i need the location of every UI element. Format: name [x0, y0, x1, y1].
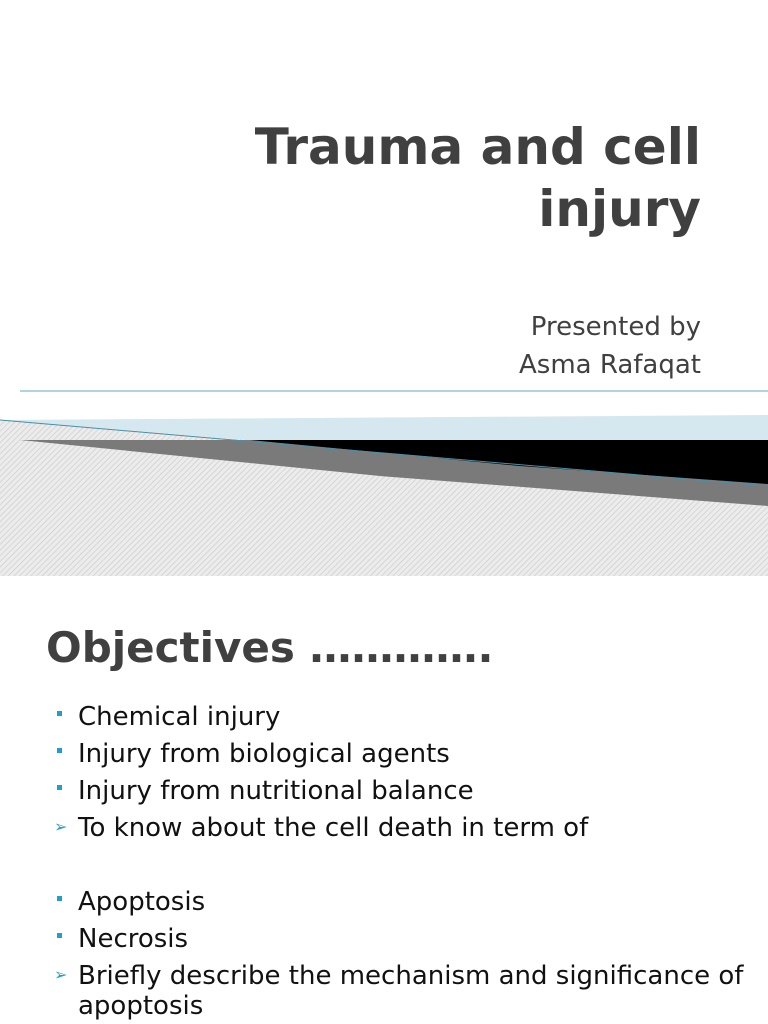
arrow-bullet-icon: ➢ — [54, 817, 68, 836]
square-bullet-icon — [54, 739, 68, 769]
slide-title — [141, 116, 701, 240]
list-item-text: Injury from nutritional balance — [78, 776, 474, 806]
list-item-text: Injury from biological agents — [78, 739, 450, 769]
square-bullet-icon — [54, 924, 68, 954]
list-item-text: Necrosis — [78, 924, 189, 954]
square-bullet-icon — [54, 702, 68, 732]
slide-subtitle — [301, 308, 701, 384]
subtitle-line-2: Asma Rafaqat — [519, 350, 701, 380]
decorative-band — [0, 380, 768, 576]
objectives-slide — [0, 576, 768, 1024]
list-item — [54, 776, 754, 806]
list-item — [54, 702, 754, 732]
list-item-text: Chemical injury — [78, 702, 281, 732]
list-item — [54, 961, 754, 1021]
list-item-text: Briefly describe the mechanism and significance of apoptosis — [78, 961, 744, 1021]
list-item — [54, 924, 754, 954]
list-item — [54, 887, 754, 917]
square-bullet-icon — [54, 887, 68, 917]
subtitle-line-1: Presented by — [530, 312, 701, 342]
list-item — [54, 813, 754, 843]
square-bullet-icon — [54, 776, 68, 806]
objectives-list — [54, 702, 754, 1024]
list-item-text: To know about the cell death in term of — [78, 813, 589, 843]
arrow-bullet-icon: ➢ — [54, 965, 68, 984]
title-line-2: injury — [538, 180, 701, 238]
title-line-1: Trauma and cell — [254, 118, 701, 176]
list-item — [54, 739, 754, 769]
objectives-heading: Objectives …………. — [46, 623, 494, 672]
list-item-text: Apoptosis — [78, 887, 206, 917]
